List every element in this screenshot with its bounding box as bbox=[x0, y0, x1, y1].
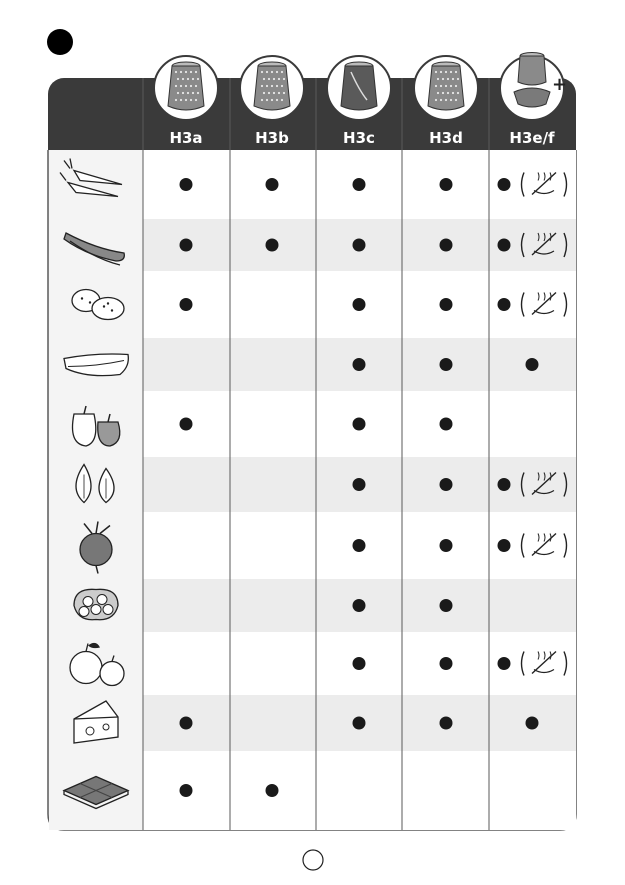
column-label: H3c bbox=[343, 129, 375, 147]
compatibility-dot bbox=[353, 717, 366, 730]
compatibility-dot bbox=[440, 599, 453, 612]
compatibility-dot bbox=[266, 239, 279, 252]
compatibility-dot bbox=[440, 478, 453, 491]
compatibility-dot bbox=[498, 657, 511, 670]
cauliflower-icon bbox=[74, 589, 118, 619]
column-label: H3b bbox=[255, 129, 289, 147]
compatibility-dot bbox=[440, 239, 453, 252]
compatibility-dot bbox=[440, 298, 453, 311]
compatibility-dot bbox=[180, 418, 193, 431]
compatibility-dot bbox=[526, 717, 539, 730]
food-cell bbox=[49, 457, 143, 512]
compatibility-dot bbox=[498, 298, 511, 311]
compatibility-dot bbox=[440, 717, 453, 730]
compatibility-dot bbox=[180, 717, 193, 730]
food-cell bbox=[49, 150, 143, 219]
compatibility-dot bbox=[440, 358, 453, 371]
compatibility-dot bbox=[353, 539, 366, 552]
compatibility-dot bbox=[180, 298, 193, 311]
compatibility-dot bbox=[440, 657, 453, 670]
column-label: H3d bbox=[429, 129, 463, 147]
slicer-drum-icon bbox=[327, 56, 391, 120]
table-row-band bbox=[143, 751, 576, 830]
compatibility-dot bbox=[526, 358, 539, 371]
shredder-drum-icon bbox=[414, 56, 478, 120]
compatibility-dot bbox=[498, 478, 511, 491]
compatibility-dot bbox=[353, 178, 366, 191]
page-number-circle bbox=[303, 850, 323, 870]
compatibility-dot bbox=[498, 239, 511, 252]
compatibility-dot bbox=[266, 178, 279, 191]
section-marker bbox=[47, 29, 73, 55]
compatibility-dot bbox=[440, 178, 453, 191]
compatibility-dot bbox=[353, 298, 366, 311]
column-label: H3a bbox=[169, 129, 203, 147]
column-label: H3e/f bbox=[509, 129, 555, 147]
compatibility-dot bbox=[498, 539, 511, 552]
compatibility-dot bbox=[353, 657, 366, 670]
fine-grater-drum-icon bbox=[154, 56, 218, 120]
compatibility-dot bbox=[440, 418, 453, 431]
compatibility-dot bbox=[353, 358, 366, 371]
compatibility-dot bbox=[266, 784, 279, 797]
compatibility-dot bbox=[180, 784, 193, 797]
compatibility-dot bbox=[353, 239, 366, 252]
plus-icon: + bbox=[552, 74, 568, 95]
coarse-grater-drum-icon bbox=[240, 56, 304, 120]
compatibility-dot bbox=[440, 539, 453, 552]
compatibility-dot bbox=[180, 178, 193, 191]
food-cell bbox=[49, 219, 143, 271]
compatibility-dot bbox=[353, 418, 366, 431]
compatibility-dot bbox=[498, 178, 511, 191]
compatibility-dot bbox=[180, 239, 193, 252]
compatibility-dot bbox=[353, 478, 366, 491]
compatibility-dot bbox=[353, 599, 366, 612]
